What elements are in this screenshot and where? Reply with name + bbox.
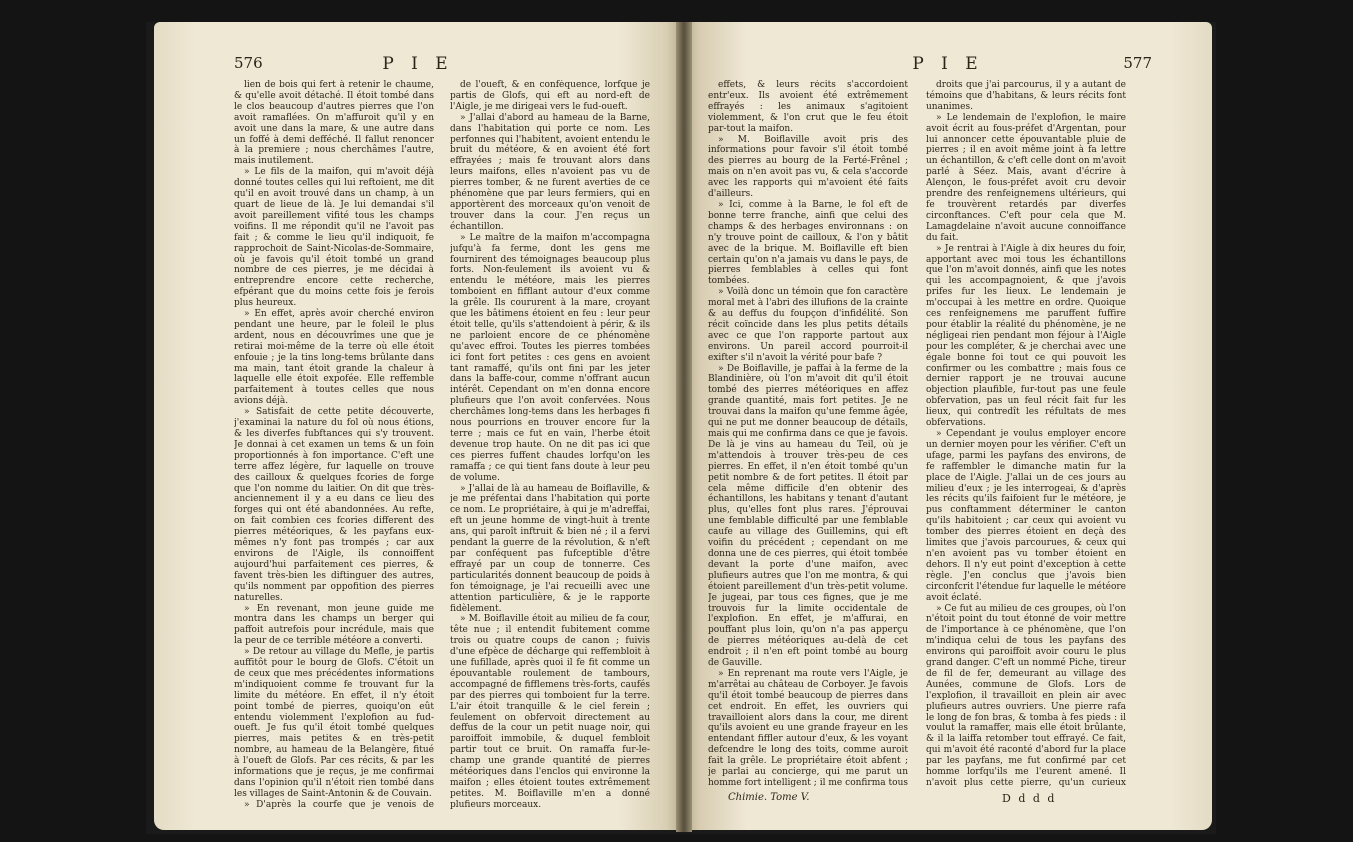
paragraph: » J'allai d'abord au hameau de la Barne, dans l'habitation qui porte ce nom. Les perfonnes qui l'habitent, avoient entendu le bruit du météore, & en avoient été fort effrayées ; mais fe trouvant alors dans leurs maifons, elles n'avoient pas vu de pierres tomber, & ne furent averties de ce phénomène que par leurs fermiers, qui en apportèrent des morceaux qu'on venoit de trouver dans la cour. J'en reçus un échantillon. (450, 112, 650, 232)
right-page (684, 22, 1212, 830)
signature-mark: Chimie. Tome V. (728, 792, 810, 803)
paragraph: » De retour au village du Mefle, je partis auffitôt pour le bourg de Glofs. C'étoit un de ceux que mes précédentes informations m'indiquoient comme fe trouvant fur la limite du météore. En effet, il n'y étoit point tombé de pierres, quoiqu'on eût entendu violemment l'explofion au fud-oueft. Je fus qu'il étoit tombé quelques pierres, mais petites & en très-petit nombre, au hameau de la Belangère, fitué à l'oueft de Glofs. Par ces récits, & par les informations que je reçus, je me confirmai dans l'opinion qu'il n'étoit rien tombé dans les villages de Saint-Antonin & de Couvain. (234, 647, 434, 799)
paragraph: » En reprenant ma route vers l'Aigle, je m'arrêtai au château de Corboyer. Je favois qu'il étoit tombé beaucoup de pierres dans cet endroit. En effet, les ouvriers qui travailloient alors dans la cour, me dirent qu'ils avoient eu une grande frayeur en les entendant fiffler autour d'eux, & les voyant defcendre le long des toits, comme auroit fait la grêle. Le propriétaire étoit abfent ; je parlai au concierge, qui me parut un homme fort intelligent ; il me confirma tous (708, 668, 908, 788)
open-book (146, 22, 1216, 834)
paragraph: » En effet, après avoir cherché environ pendant une heure, par le foleil le plus ardent, nous en découvrîmes une que je retirai moi-même de la terre où elle étoit enfouie ; je la tins long-tems brûlante dans ma main, tant étoit grande la chaleur à laquelle elle étoit expofée. Elle reffemble parfaitement à toutes celles que nous avions déjà. (234, 309, 434, 407)
right-page-column-2 (926, 80, 1126, 788)
paragraph: » Voilà donc un témoin que fon caractère moral met à l'abri des illufions de la crainte & au deffus du foupçon d'infidélité. Son récit coïncide dans les plus petits détails avec ce que l'on rapporte partout aux environs. Un pareil accord pourroit-il exifter s'il n'avoit la vérité pour bafe ? (708, 287, 908, 363)
left-page-column-1 (234, 80, 434, 810)
right-page-header (684, 54, 1212, 76)
paragraph: effets, & leurs récits s'accordoient entr'eux. Ils avoient été extrêmement effrayés : les animaux s'agitoient violemment, & l'on crut que le feu étoit par-tout la maifon. (708, 80, 908, 134)
left-page-number: 576 (234, 54, 263, 72)
paragraph: » Je rentrai à l'Aigle à dix heures du foir, apportant avec moi tous les échantillons que l'on m'avoit donnés, ainfi que les notes qui les accompagnoient, & que j'avois prifes fur les lieux. Le lendemain je m'occupai à les mettre en ordre. Quoique ces renfeignemens me paruffent fuffire pour établir la réalité du phénomène, je ne négligeai rien pendant mon féjour à l'Aigle pour les compléter, & je cherchai avec une égale bonne foi tout ce qui pouvoit les confirmer ou les combattre ; mais fous ce dernier rapport je ne trouvai aucune objection plaufible, fur-tout pas une feule obfervation, pas un feul récit fait fur les lieux, qui contredît les réfultats de mes obfervations. (926, 243, 1126, 429)
paragraph: » Ici, comme à la Barne, le fol eft de bonne terre franche, ainfi que celui des champs & des herbages environnans : on n'y trouve point de cailloux, & l'on y bâtit avec de la brique. M. Boiflaville eft bien certain qu'on n'a jamais vu dans le pays, de pierres femblables à celles qui font tombées. (708, 199, 908, 287)
left-page-header (154, 54, 682, 76)
paragraph: » Le maître de la maifon m'accompagna jufqu'à fa ferme, dont les gens me fournirent des témoignages beaucoup plus forts. Non-feulement ils avoient vu & entendu le météore, mais les pierres tomboient en fifflant autour d'eux comme la grêle. Ils coururent à la mare, croyant que les bâtimens étoient en feu : leur peur étoit telle, qu'ils s'attendoient à périr, & ils ne parloient encore de ce phénomène qu'avec effroi. Toutes les pierres tombées ici font fort petites : ces gens en avoient tant ramaffé, qu'ils ont fini par les jeter dans la baffe-cour, comme n'offrant aucun intérêt. Cependant on m'en donna encore plufieurs que l'on avoit confervées. Nous cherchâmes long-tems dans les herbages fi nous pourrions en trouver encore fur la terre ; mais ce fut en vain, l'herbe étoit devenue trop haute. On ne dit pas ici que ces pierres fuffent chaudes lorfqu'on les ramaffa ; ce qui tient fans doute à leur peu de volume. (450, 232, 650, 483)
paragraph: » Satisfait de cette petite découverte, j'examinai la nature du fol où nous étions, & les diverfes fubftances qui s'y trouvent. Je donnai à cet examen un tems & un foin proportionnés à fon importance. C'eft une terre affez légère, fur laquelle on trouve des cailloux & quelques fcories de forge que l'on nomme du laitier. On dit que très-anciennement il y a eu dans ce lieu des forges qui ont été abandonnées. Au refte, on fait combien ces fcories different des pierres météoriques, & les payfans eux-mêmes n'y font pas trompés ; car aux environs de l'Aigle, ils connoiffent aujourd'hui parfaitement ces pierres, & favent très-bien les diftinguer des autres, qu'ils nomment par oppofition des pierres naturelles. (234, 407, 434, 603)
book-gutter (676, 22, 692, 832)
paragraph: » Le lendemain de l'explofion, le maire avoit écrit au fous-préfet d'Argentan, pour lui annoncer cette épouvantable pluie de pierres ; il en avoit même joint à fa lettre un échantillon, & c'eft celle dont on m'avoit parlé à Séez. Mais, avant d'écrire à Alençon, le fous-préfet avoit cru devoir prendre des renfeignemens ultérieurs, qui fe trouvèrent retardés par diverfes circonftances. C'eft pour cela que M. Lamagdelaine n'avoit aucune connoiffance du fait. (926, 112, 1126, 243)
gathering-mark: D d d d (1002, 792, 1057, 805)
right-page-number: 577 (1123, 54, 1152, 72)
paragraph: » J'allai de là au hameau de Boiflaville, & je me préfentai dans l'habitation qui porte ce nom. Le propriétaire, à qui je m'adreffai, eft un jeune homme de vingt-huit à trente ans, qui paroît inftruit & bien né ; il a fervi pendant la guerre de la révolution, & n'eft par conféquent pas fufceptible d'être effrayé par un coup de tonnerre. Ces particularités donnent beaucoup de poids à fon témoignage, je l'ai recueilli avec une attention particulière, & je le rapporte fidèlement. (450, 483, 650, 614)
paragraph: » Le fils de la maifon, qui m'avoit déjà donné toutes celles qui lui reftoient, me dit qu'il en avoit trouvé dans un champ, à un quart de lieue de là. Je lui demandai s'il avoit pareillement vifité tous les champs voifins. Il me répondit qu'il ne l'avoit pas fait ; & comme le lieu qu'il indiquoit, fe rapprochoit de Saint-Nicolas-de-Sommaire, où je favois qu'il étoit tombé un grand nombre de ces pierres, je me décidai à entreprendre encore cette recherche, efpérant que du moins cette fois je ferois plus heureux. (234, 167, 434, 309)
paragraph: » D'après la courfe que je venois de (244, 799, 434, 810)
paragraph: » Cependant je voulus employer encore un dernier moyen pour les vérifier. C'eft un ufage, parmi les payfans des environs, de fe raffembler le dimanche matin fur la place de l'Aigle. J'allai un de ces jours au milieu d'eux ; je les interrogeai, & d'après les récits qu'ils faifoient fur le météore, je pus conftamment déterminer le canton qu'ils habitoient ; car ceux qui avoient vu tomber des pierres étoient en deçà des limites que j'avois parcourues, & ceux qui n'en avoient pas vu tomber étoient en dehors. Il n'y eut point d'exception à cette règle. J'en conclus que j'avois bien circonfcrit l'étendue fur laquelle le météore avoit éclaté. (926, 429, 1126, 603)
paragraph: de l'oueft, & en conféquence, lorfque je partis de Glofs, qui eft au nord-eft de l'Aigle, je me dirigeai vers le fud-oueft. (450, 80, 650, 112)
paragraph: » M. Boiflaville avoit pris des informations pour favoir s'il étoit tombé des pierres au bourg de la Ferté-Frênel ; mais on n'en avoit pas vu, & cela s'accorde avec les rapports qui m'avoient été faits d'ailleurs. (708, 134, 908, 200)
right-running-head: P I E (912, 54, 984, 74)
right-page-column-1 (708, 80, 908, 788)
paragraph: » M. Boiflaville étoit au milieu de fa cour, tête nue ; il entendit fubitement comme trois ou quatre coups de canon ; fuivis d'une efpèce de décharge qui reffembloit à une fufillade, après quoi il fe fit comme un épouvantable roulement de tambours, accompagné de fifflemens très-forts, caufés par des pierres qui tomboient fur la terre. L'air étoit tranquille & le ciel ferein ; feulement on obfervoit directement au deffus de la cour un petit nuage noir, qui paroiffoit immobile, & duquel fembloit partir tout ce bruit. On ramaffa fur-le-champ une grande quantité de pierres météoriques dans l'enclos qui environne la maifon ; elles étoient toutes extrêmement petites. M. Boiflaville m'en a donné plufieurs morceaux. (450, 614, 650, 810)
left-page (154, 22, 682, 830)
paragraph: » Ce fut au milieu de ces groupes, où l'on n'étoit point du tout étonné de voir mettre de l'importance à ce phénomène, que l'on m'indiqua celui de tous les payfans des environs qui paroiffoit avoir couru le plus grand danger. C'eft un nommé Piche, tireur de fil de fer, demeurant au village des Aunées, commune de Glofs. Lors de l'explofion, il travailloit en plein air avec plufieurs autres ouvriers. Une pierre rafa le long de fon bras, & tomba à fes pieds : il voulut la ramaffer, mais elle étoit brûlante, & il la laiffa retomber tout effrayé. Ce fait, qui m'avoit été raconté d'abord fur la place par les payfans, me fut confirmé par cet homme lorfqu'ils me l'eurent amené. Il n'avoit plus cette pierre, qu'un curieux (926, 603, 1126, 788)
paragraph: lien de bois qui fert à retenir le chaume, & qu'elle avoit détaché. Il étoit tombé dans le clos beaucoup d'autres pierres que l'on avoit ramaflées. On m'affuroit qu'il y en avoit une dans la mare, & une autre dans un foffé à demi defféché. Il fallut renoncer à la premiere ; nous cherchâmes l'autre, mais inutilement. (234, 80, 434, 167)
left-running-head: P I E (382, 54, 454, 74)
paragraph: » En revenant, mon jeune guide me montra dans les champs un berger qui paffoit autrefois pour incrédule, mais que la peur de ce terrible météore a converti. (234, 603, 434, 647)
paragraph: droits que j'ai parcourus, il y a autant de témoins que d'habitans, & leurs récits font unanimes. (926, 80, 1126, 112)
left-page-column-2 (450, 80, 650, 810)
paragraph: » De Boiflaville, je paffai à la ferme de la Blandinière, où l'on m'avoit dit qu'il étoit tombé des pierres météoriques en affez grande quantité, mais fort petites. Je ne trouvai dans la maifon qu'une femme âgée, qui ne put me donner beaucoup de détails, mais qui me confirma dans ce que je favois. De là je vins au hameau du Teil, où je m'attendois à trouver très-peu de ces pierres. En effet, il n'en étoit tombé qu'un petit nombre & de fort petites. Il étoit par cela même difficile d'en obtenir des échantillons, les habitans y tenant d'autant plus, qu'elles font plus rares. J'éprouvai une femblable difficulté par une femblable caufe au village des Guillemins, qui eft voifin du précédent ; cependant on me donna une de ces pierres, qui étoit tombée devant la porte d'une maifon, avec plufieurs autres que l'on me montra, & qui étoient pareillement d'un très-petit volume. Je jugeai, par tous ces fignes, que je me trouvois fur la limite occidentale de l'explofion. En effet, je m'affurai, en pouffant plus loin, qu'on n'a pas apperçu de pierres météoriques au-delà de cet endroit ; il n'en eft point tombé au bourg de Gauville. (708, 363, 908, 669)
